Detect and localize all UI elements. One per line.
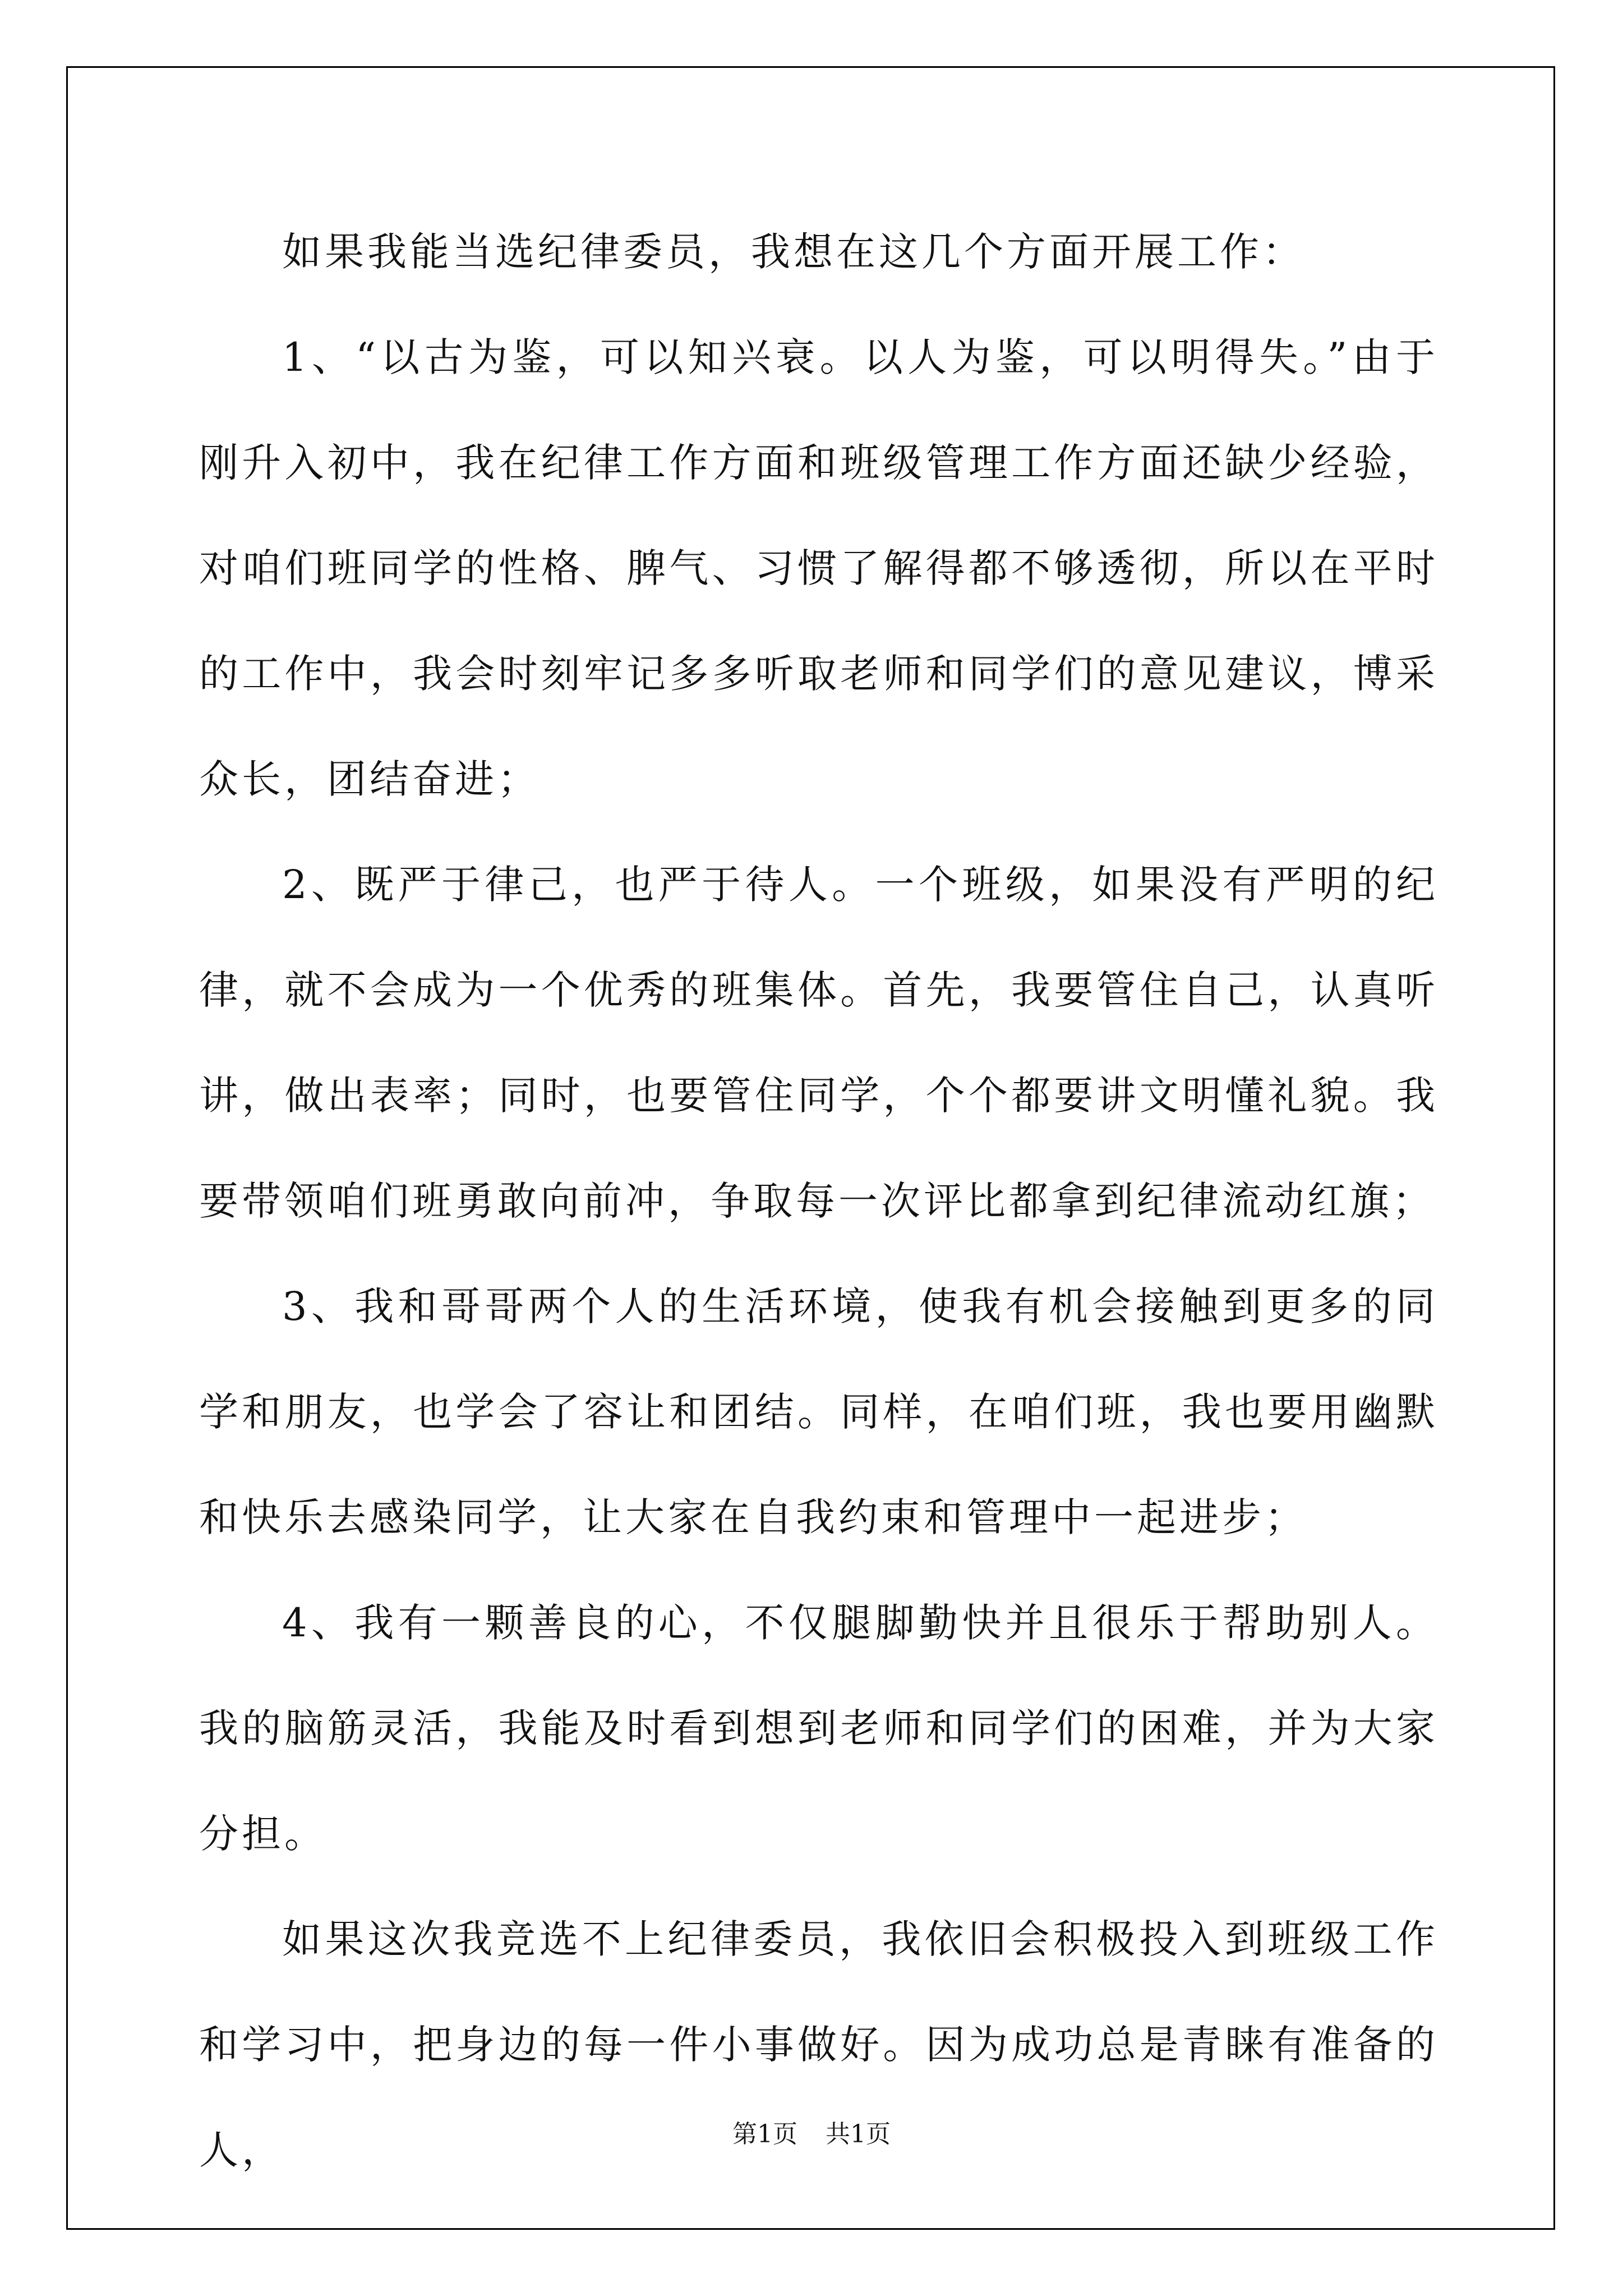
paragraph: 2、既严于律己，也严于待人。一个班级，如果没有严明的纪律，就不会成为一个优秀的班集体。首先，我要管住自己，认真听讲，做出表率；同时，也要管住同学，个个都要讲文明懂礼貌。我要带领咱们班勇敢向前冲，争取每一次评比都拿到纪律流动红旗； bbox=[199, 862, 1438, 1224]
paragraph: 如果这次我竞选不上纪律委员，我依旧会积极投入到班级工作和学习中，把身边的每一件小事做好。因为成功总是青睐有准备的人， bbox=[199, 1916, 1438, 2173]
page-number: 第1页 bbox=[732, 2120, 797, 2148]
paragraph: 3、我和哥哥两个人的生活环境，使我有机会接触到更多的同学和朋友，也学会了容让和团结。同样，在咱们班，我也要用幽默和快乐去感染同学，让大家在自我约束和管理中一起进步； bbox=[199, 1283, 1438, 1540]
page-total: 共1页 bbox=[826, 2120, 891, 2148]
paragraph: 4、我有一颗善良的心，不仅腿脚勤快并且很乐于帮助别人。我的脑筋灵活，我能及时看到想到老师和同学们的困难，并为大家分担。 bbox=[199, 1600, 1438, 1857]
paragraph: 1、“以古为鉴，可以知兴衰。以人为鉴，可以明得失。”由于刚升入初中，我在纪律工作方面和班级管理工作方面还缺少经验，对咱们班同学的性格、脾气、习惯了解得都不够透彻，所以在平时的工作中，我会时刻牢记多多听取老师和同学们的意见建议，博采众长，团结奋进； bbox=[199, 334, 1438, 802]
page-footer bbox=[0, 2114, 1623, 2150]
document-body bbox=[199, 199, 1438, 2203]
paragraph: 如果我能当选纪律委员，我想在这几个方面开展工作： bbox=[282, 229, 1305, 275]
